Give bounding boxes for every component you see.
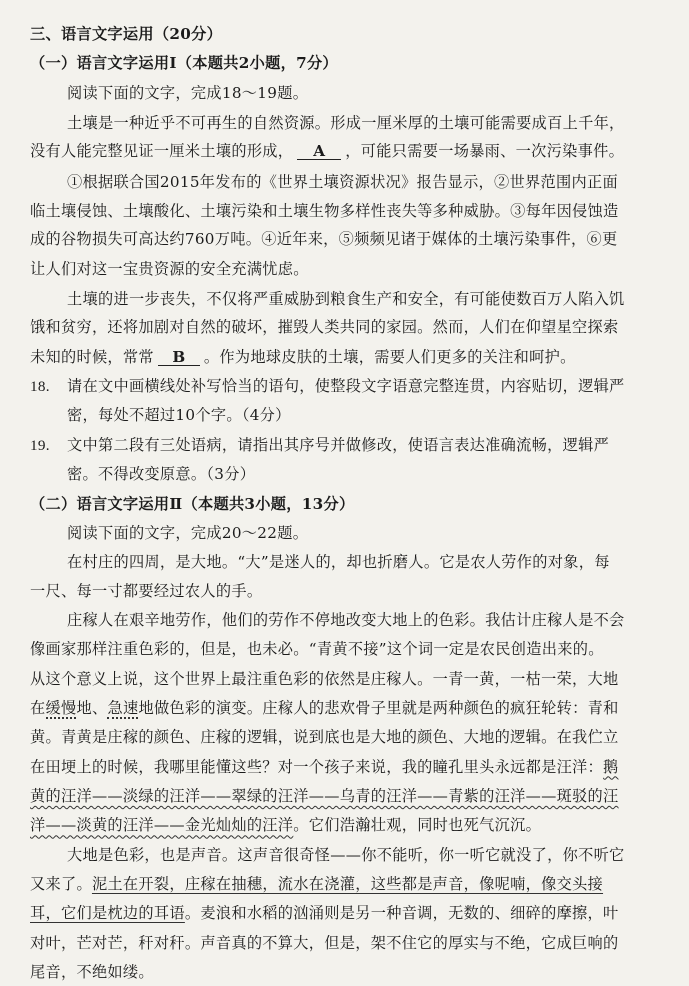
text-segment: 在田埂上的时候，我哪里能懂这些？对一个孩子来说，我的瞳孔里头永远都是汪洋： bbox=[30, 757, 604, 776]
text-segment: ，可能只需要一场暴雨、一次污染事件。 bbox=[345, 142, 625, 161]
wavy-underline-text: 黄的汪洋——淡绿的汪洋——翠绿的汪洋——乌青的汪洋——青紫的汪洋——斑驳的汪 bbox=[30, 786, 619, 805]
part2-p2-line3: 从这个意义上说，这个世界上最注重色彩的依然是庄稼人。一青一黄，一枯一荣，大地 bbox=[30, 669, 619, 688]
underlined-text: 耳，它们是枕边的耳语 bbox=[30, 904, 185, 923]
wavy-underline-text: 洋——淡黄的汪洋——金光灿灿的汪洋 bbox=[30, 816, 294, 835]
emphasis-dots-fast: 急速 bbox=[107, 698, 139, 717]
part1-p2-line1: ①根据联合国2015年发布的《世界土壤资源状况》报告显示，②世界范围内正面 bbox=[67, 172, 618, 191]
underlined-text: 泥土在开裂，庄稼在抽穗，流水在浇灌，这些都是声音，像呢喃，像交头接 bbox=[91, 875, 604, 893]
part2-p2-line4 bbox=[30, 698, 619, 718]
text-segment: 又来了。 bbox=[30, 875, 92, 893]
part1-p2-line4: 让人们对这一宝贵资源的安全充满忧虑。 bbox=[30, 259, 309, 278]
question-18-line2: 密，每处不超过10个字。（4分） bbox=[67, 406, 291, 425]
part1-p1-line1: 土壤是一种近乎不可再生的自然资源。形成一厘米厚的土壤可能需要成百上千年， bbox=[67, 114, 625, 132]
part2-p3-line5: 尾音，不绝如缕。 bbox=[30, 963, 154, 981]
text-segment: 在 bbox=[30, 698, 46, 717]
part2-p2-line2: 像画家那样注重色彩的，但是，也未必。“青黄不接”这个词一定是农民创造出来的。 bbox=[30, 640, 604, 659]
text-segment: 。作为地球皮肤的土壤，需要人们更多的关注和呵护。 bbox=[203, 347, 576, 366]
text-segment: 。麦浪和水稻的汹涌则是另一种音调，无数的、细碎的摩擦，叶 bbox=[184, 904, 619, 923]
part1-heading: （一）语言文字运用Ⅰ（本题共2小题，7分） bbox=[30, 54, 338, 73]
text-segment: 未知的时候，常常 bbox=[30, 347, 154, 366]
part2-p3-line3 bbox=[30, 903, 619, 923]
part2-p3-line4: 对叶，芒对芒，秆对秆。声音真的不算大，但是，架不住它的厚实与不绝，它成巨响的 bbox=[30, 933, 619, 952]
question-text: 请在文中画横线处补写恰当的语句，使整段文字语意完整连贯，内容贴切，逻辑严 bbox=[67, 377, 625, 396]
part2-heading: （二）语言文字运用Ⅱ（本题共3小题，13分） bbox=[30, 494, 355, 513]
text-segment: 。它们浩瀚壮观，同时也死气沉沉。 bbox=[293, 816, 542, 835]
text-segment: 地做色彩的演变。庄稼人的悲欢骨子里就是两种颜色的疯狂轮转：青和 bbox=[138, 698, 619, 717]
question-18-line1 bbox=[30, 376, 625, 397]
part2-p1-line2: 一尺、每一寸都要经过农人的手。 bbox=[30, 581, 263, 600]
question-19-line2: 密。不得改变原意。（3分） bbox=[67, 465, 256, 484]
part2-p1-line1: 在村庄的四周，是大地。“大”是迷人的，却也折磨人。它是农人劳作的对象，每 bbox=[67, 553, 610, 572]
question-number: 19. bbox=[30, 436, 50, 454]
blank-b: B bbox=[158, 349, 200, 366]
part1-p3-line2: 饿和贫穷，还将加剧对自然的破坏，摧毁人类共同的家园。然而，人们在仰望星空探索 bbox=[30, 318, 619, 337]
part2-p2-line6 bbox=[30, 757, 619, 777]
question-text: 文中第二段有三处语病，请指出其序号并做修改，使语言表达准确流畅，逻辑严 bbox=[67, 435, 610, 454]
part1-p3-line3 bbox=[30, 347, 576, 367]
emphasis-dots-slow: 缓慢 bbox=[45, 698, 77, 717]
blank-a: A bbox=[297, 143, 341, 160]
question-19-line1 bbox=[30, 435, 609, 456]
part2-intro: 阅读下面的文字，完成20～22题。 bbox=[67, 523, 309, 542]
text-segment: 地、 bbox=[76, 698, 108, 717]
part2-p2-line1: 庄稼人在艰辛地劳作，他们的劳作不停地改变大地上的色彩。我估计庄稼人是不会 bbox=[67, 610, 625, 629]
part1-p3-line1: 土壤的进一步丧失，不仅将严重威胁到粮食生产和安全，有可能使数百万人陷入饥 bbox=[67, 290, 625, 308]
part1-p2-line2: 临土壤侵蚀、土壤酸化、土壤污染和土壤生物多样性丧失等多种威胁。③每年因侵蚀造 bbox=[30, 202, 619, 220]
text-segment: 没有人能完整见证一厘米土壤的形成， bbox=[30, 142, 294, 161]
part2-p2-line7 bbox=[30, 786, 619, 806]
part2-p2-line8 bbox=[30, 815, 541, 835]
part2-p2-line5: 黄。青黄是庄稼的颜色、庄稼的逻辑，说到底也是大地的颜色、大地的逻辑。在我伫立 bbox=[30, 728, 619, 747]
section-heading: 三、语言文字运用（20分） bbox=[30, 25, 223, 43]
part1-p2-line3: 成的谷物损失可高达约760万吨。④近年来，⑤频频见诸于媒体的土壤污染事件，⑥更 bbox=[30, 230, 618, 249]
part2-p3-line1: 大地是色彩，也是声音。这声音很奇怪——你不能听，你一听它就没了，你不听它 bbox=[67, 845, 625, 864]
wavy-underline-text: 鹅 bbox=[603, 757, 619, 776]
part1-p1-line2 bbox=[30, 141, 624, 161]
part1-intro: 阅读下面的文字，完成18～19题。 bbox=[67, 83, 309, 102]
part2-p3-line2 bbox=[30, 874, 603, 894]
question-number: 18. bbox=[30, 378, 50, 396]
